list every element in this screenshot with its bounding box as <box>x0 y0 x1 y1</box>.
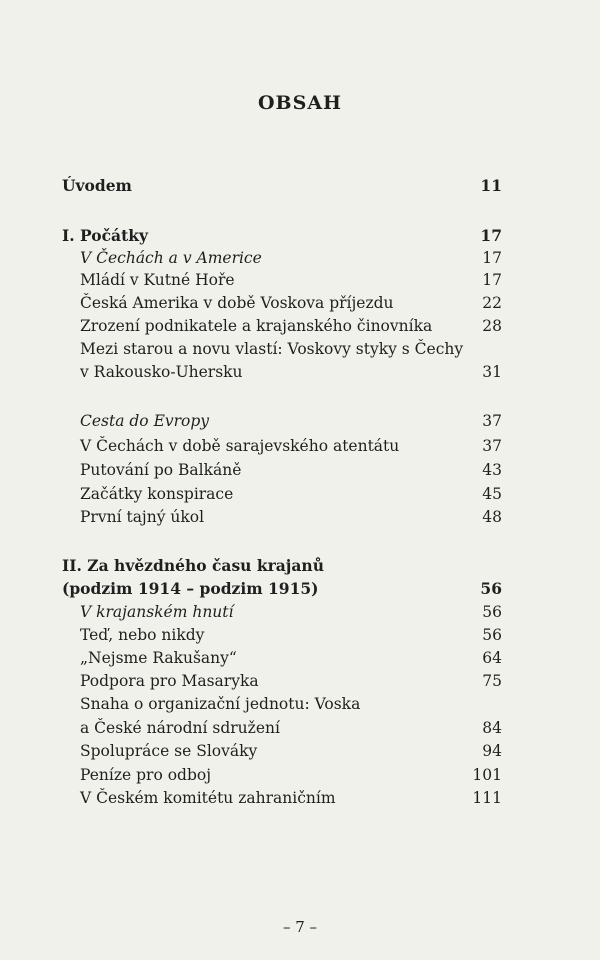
toc-entry-page: 31 <box>482 363 502 381</box>
toc-entry-title: Teď, nebo nikdy <box>80 626 205 644</box>
toc-entry-title: I. Počátky <box>62 226 149 245</box>
toc-entry <box>62 435 502 457</box>
toc-entry-page: 75 <box>482 672 502 690</box>
toc-entry <box>62 787 502 809</box>
toc-chapter <box>62 225 502 247</box>
toc-entry-title: Podpora pro Masaryka <box>80 672 259 690</box>
toc-entry-page: 101 <box>472 766 502 784</box>
toc-entry-page: 56 <box>480 579 502 598</box>
toc-entry <box>62 459 502 481</box>
toc-entry-page: 11 <box>480 176 502 195</box>
toc-entry <box>62 483 502 505</box>
page-number: – 7 – <box>282 918 318 936</box>
toc-entry-title: Snaha o organizační jednotu: Voska <box>80 695 361 713</box>
toc-entry-page: 48 <box>482 508 502 526</box>
toc-entry <box>62 315 502 337</box>
toc-entry-page: 17 <box>480 226 502 245</box>
toc-section <box>62 410 502 432</box>
toc-entry-title: Mládí v Kutné Hoře <box>80 271 235 289</box>
toc-entry-title: a České národní sdružení <box>80 719 280 737</box>
toc-entry-page: 45 <box>482 485 502 503</box>
toc-entry <box>62 624 502 646</box>
toc-section <box>62 601 502 623</box>
toc-entry-title: (podzim 1914 – podzim 1915) <box>62 579 319 598</box>
toc-entry-title: Začátky konspirace <box>80 485 234 503</box>
toc-entry-title: První tajný úkol <box>80 508 205 526</box>
toc-entry-title: Česká Amerika v době Voskova příjezdu <box>80 294 394 312</box>
toc-entry-page: 22 <box>482 294 502 312</box>
toc-entry-title: Spolupráce se Slováky <box>80 742 258 760</box>
toc-entry-title: Cesta do Evropy <box>80 412 210 430</box>
toc-chapter-period <box>62 578 502 600</box>
toc-entry-page: 94 <box>482 742 502 760</box>
toc-entry-page: 43 <box>482 461 502 479</box>
toc-entry-title: Peníze pro odboj <box>80 766 212 784</box>
page-title: OBSAH <box>257 92 343 114</box>
toc-entry-title: „Nejsme Rakušany“ <box>80 649 237 667</box>
toc-entry <box>62 361 502 383</box>
toc-entry-title: V Českém komitétu zahraničním <box>80 789 336 807</box>
toc-entry-page: 17 <box>482 271 502 289</box>
toc-entry-page: 17 <box>482 249 502 267</box>
toc-entry-page: 111 <box>472 789 502 807</box>
toc-entry <box>62 338 502 360</box>
toc-entry-title: Mezi starou a novu vlastí: Voskovy styky s Čechy <box>80 340 464 358</box>
toc-entry <box>62 693 502 715</box>
toc-entry <box>62 292 502 314</box>
toc-entry-title: Úvodem <box>62 176 132 195</box>
toc-entry-page: 64 <box>482 649 502 667</box>
toc-entry <box>62 764 502 786</box>
toc-entry-title: Putování po Balkáně <box>80 461 242 479</box>
toc-entry-title: V Čechách a v Americe <box>80 249 262 267</box>
toc-entry <box>62 269 502 291</box>
toc-entry <box>62 647 502 669</box>
toc-entry <box>62 740 502 762</box>
toc-entry-title: Zrození podnikatele a krajanského činovníka <box>80 317 433 335</box>
toc-entry-title: V Čechách v době sarajevského atentátu <box>80 437 400 455</box>
toc-entry-title: V krajanském hnutí <box>80 603 234 621</box>
toc-entry-page: 28 <box>482 317 502 335</box>
toc-entry-title: II. Za hvězdného času krajanů <box>62 556 324 575</box>
toc-section <box>62 247 502 269</box>
toc-entry-title: v Rakousko-Uhersku <box>80 363 243 381</box>
toc-entry-page: 37 <box>482 437 502 455</box>
toc-entry <box>62 175 502 197</box>
toc-entry-page: 56 <box>482 603 502 621</box>
toc-entry-page: 56 <box>482 626 502 644</box>
toc-chapter <box>62 555 502 577</box>
toc-entry <box>62 506 502 528</box>
toc-entry-page: 37 <box>482 412 502 430</box>
toc-entry <box>62 670 502 692</box>
toc-entry-page: 84 <box>482 719 502 737</box>
toc-entry <box>62 717 502 739</box>
